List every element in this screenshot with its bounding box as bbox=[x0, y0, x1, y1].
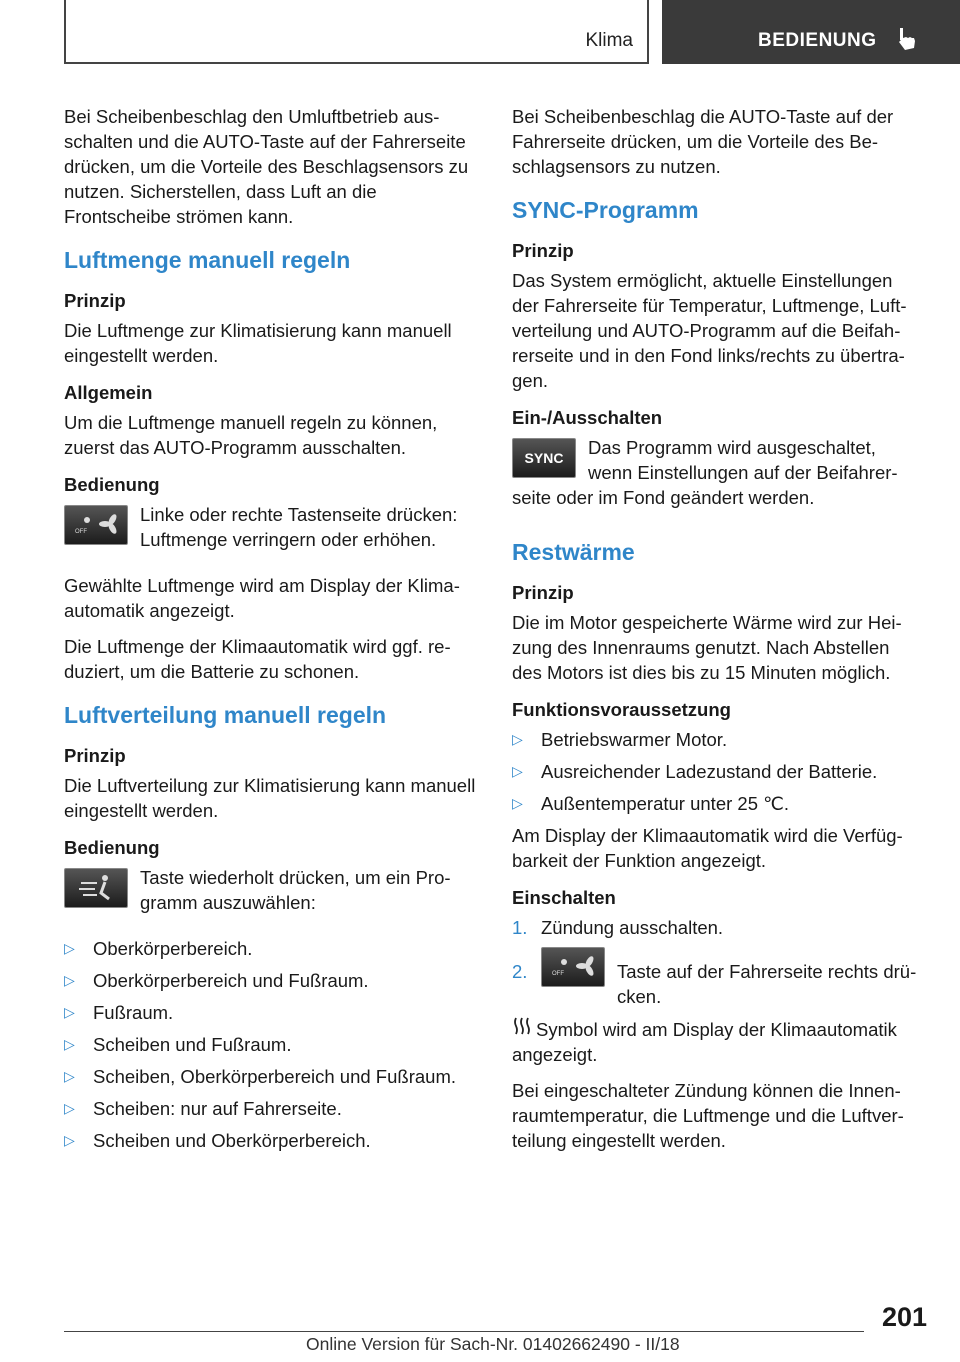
subheading: Funktionsvoraussetzung bbox=[512, 699, 731, 720]
section-title: Luftmenge manuell regeln bbox=[64, 247, 351, 273]
bullet-icon: ▷ bbox=[64, 1132, 75, 1148]
step-item: 2. OFF Taste auf der Fahrerseite rechts drücken. bbox=[512, 947, 924, 1009]
bullet-icon: ▷ bbox=[64, 972, 75, 988]
list-item: ▷ Fußraum. bbox=[64, 1002, 174, 1023]
fan-button-icon bbox=[541, 947, 605, 987]
list-item: ▷ Oberkörperbereich und Fußraum. bbox=[64, 970, 369, 991]
page-number: 201 bbox=[882, 1302, 928, 1332]
instruction-row bbox=[64, 865, 476, 926]
list-item: ▷ Scheiben, Oberkörperbereich und Fußraum. bbox=[64, 1066, 456, 1087]
list-item: ▷ Scheiben: nur auf Fahrerseite. bbox=[64, 1098, 342, 1119]
list-item: ▷ Außentemperatur unter 25 ℃. bbox=[512, 793, 790, 814]
bullet-icon: ▷ bbox=[64, 1068, 75, 1084]
paragraph: Am Display der Klimaautomatik wird die Verfügbarkeit der Funktion angezeigt. bbox=[512, 825, 903, 871]
step-number: 2. bbox=[512, 961, 528, 982]
subheading: Bedienung bbox=[64, 474, 160, 495]
bullet-icon: ▷ bbox=[64, 1004, 75, 1020]
bullet-icon: ▷ bbox=[512, 763, 523, 779]
list-item: ▷ Betriebswarmer Motor. bbox=[512, 729, 728, 750]
subheading: Prinzip bbox=[512, 240, 574, 261]
bullet-icon: ▷ bbox=[512, 731, 523, 747]
hand-pointer-icon bbox=[894, 26, 920, 52]
svg-text:OFF: OFF bbox=[552, 971, 564, 977]
paragraph: Die Luftmenge der Klimaautomatik wird ggf. reduziert, um die Batterie zu schonen. bbox=[64, 636, 451, 682]
step-item: 1. Zündung ausschalten. bbox=[512, 917, 724, 938]
header-chapter-label: BEDIENUNG bbox=[758, 30, 877, 51]
instruction-row bbox=[512, 435, 924, 521]
bullet-icon: ▷ bbox=[512, 795, 523, 811]
paragraph: Die im Motor gespeicherte Wärme wird zur Heizung des Innenraums genutzt. Nach Abstellen des Motors ist dies bis zu 15 Minuten möglich. bbox=[512, 612, 902, 683]
section-title: Luftverteilung manuell regeln bbox=[64, 702, 387, 728]
subheading: Prinzip bbox=[64, 745, 126, 766]
bullet-list bbox=[512, 727, 924, 816]
paragraph: Um die Luftmenge manuell regeln zu können, zuerst das AUTO-Programm ausschalten. bbox=[64, 412, 438, 458]
paragraph: Das System ermöglicht, aktuelle Einstellungen der Fahrerseite für Temperatur, Luftmenge, Luftverteilung und AUTO-Programm auf die Beifahrerseite und in den Fond links/rechts zu übertragen. bbox=[512, 270, 907, 391]
subheading: Prinzip bbox=[64, 290, 126, 311]
svg-text:OFF: OFF bbox=[75, 529, 87, 535]
bullet-icon: ▷ bbox=[64, 1100, 75, 1116]
footer-text: Online Version für Sach-Nr. 01402662490 - II/18 bbox=[306, 1334, 680, 1354]
paragraph: Bei eingeschalteter Zündung können die Innenraumtemperatur, die Luftmenge und die Luftverteilung eingestellt werden. bbox=[512, 1080, 904, 1151]
bullet-icon: ▷ bbox=[64, 1036, 75, 1052]
air-distribution-button-icon bbox=[64, 868, 128, 908]
subheading: Prinzip bbox=[512, 582, 574, 603]
paragraph: Linke oder rechte Tastenseite drücken: Luftmenge verringern oder erhöhen. bbox=[140, 504, 458, 550]
paragraph: Das Programm wird ausgeschaltet, wenn Einstellungen auf der Beifahrerseite oder im Fond geändert werden. bbox=[512, 437, 898, 508]
left-column bbox=[64, 104, 476, 1160]
footer-divider bbox=[64, 1331, 864, 1332]
bullet-list bbox=[64, 936, 476, 1153]
subheading: Einschalten bbox=[512, 887, 616, 908]
section-title: SYNC-Programm bbox=[512, 197, 699, 223]
header-section-box bbox=[64, 0, 649, 64]
sync-button-icon: SYNC bbox=[512, 438, 576, 478]
fan-button-icon bbox=[64, 505, 128, 545]
step-number: 1. bbox=[512, 917, 528, 938]
header-chapter-box bbox=[662, 0, 960, 64]
right-column bbox=[512, 104, 924, 1164]
instruction-row bbox=[64, 502, 476, 563]
paragraph: Taste wiederholt drücken, um ein Programm auszuwählen: bbox=[140, 867, 451, 913]
paragraph: Die Luftmenge zur Klimatisierung kann manuell eingestellt werden. bbox=[64, 320, 452, 366]
list-item: ▷ Scheiben und Fußraum. bbox=[64, 1034, 292, 1055]
paragraph: Bei Scheibenbeschlag die AUTO-Taste auf der Fahrerseite drücken, um die Vorteile des Beschlagsensors zu nutzen. bbox=[512, 106, 894, 177]
header-section-label: Klima bbox=[585, 30, 633, 51]
paragraph: Die Luftverteilung zur Klimatisierung kann manuell eingestellt werden. bbox=[64, 775, 476, 821]
paragraph: Symbol wird am Display der Klimaautomatik angezeigt. bbox=[512, 1016, 924, 1067]
list-item: ▷ Oberkörperbereich. bbox=[64, 938, 253, 959]
list-item: ▷ Ausreichender Ladezustand der Batterie. bbox=[512, 761, 878, 782]
step-list bbox=[512, 915, 924, 1009]
subheading: Allgemein bbox=[64, 382, 153, 403]
subheading: Ein-/Ausschalten bbox=[512, 407, 663, 428]
subheading: Bedienung bbox=[64, 837, 160, 858]
bullet-icon: ▷ bbox=[64, 940, 75, 956]
paragraph: Gewählte Luftmenge wird am Display der Klimaautomatik angezeigt. bbox=[64, 575, 460, 621]
residual-heat-icon bbox=[512, 1016, 536, 1042]
list-item: ▷ Scheiben und Oberkörperbereich. bbox=[64, 1130, 371, 1151]
paragraph: Bei Scheibenbeschlag den Umluftbetrieb ausschalten und die AUTO-Taste auf der Fahrerseite drücken, um die Vorteile des Beschlagsensors zu nutzen. Sicherstellen, dass Luft an die Frontscheibe strömen kann. bbox=[64, 106, 469, 227]
section-title: Restwärme bbox=[512, 539, 635, 565]
